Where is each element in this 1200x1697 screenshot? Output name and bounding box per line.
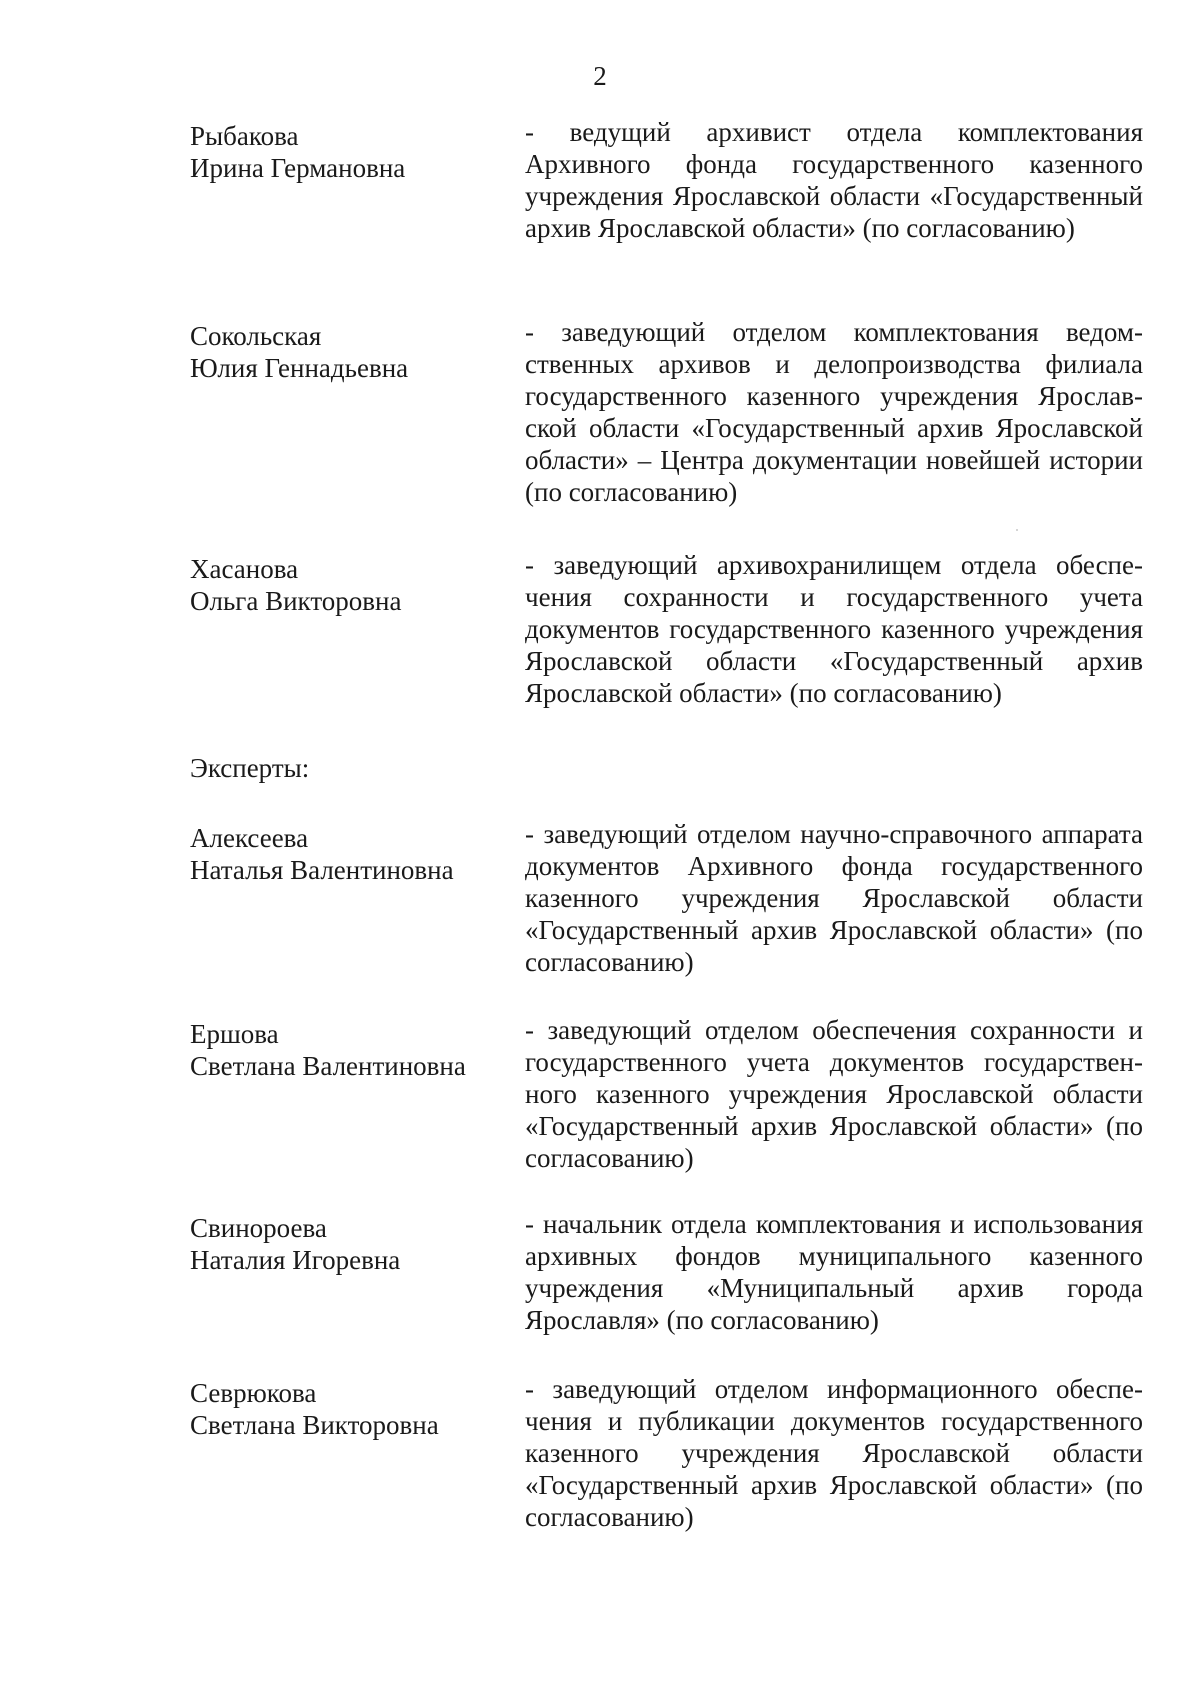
member-name bbox=[190, 320, 510, 384]
expert-name bbox=[190, 822, 510, 886]
member-role: - заведующий архивохранилищем отдела обеспечения сохранности и государственного учета документов государственного казенного учреждения Ярославской области «Государственный архив Ярославской области» (по согласованию) bbox=[525, 550, 1143, 708]
member-surname: Рыбакова bbox=[190, 121, 299, 151]
expert-role: - заведующий отделом обеспечения сохранности и государственного учета документов государственного казенного учреждения Ярославской области «Государственный архив Ярославской области» (по согласованию) bbox=[525, 1015, 1143, 1173]
expert-role: - начальник отдела комплектования и использования архивных фондов муниципального казенного учреждения «Муниципальный архив города Ярославля» (по согласованию) bbox=[525, 1209, 1143, 1335]
expert-role: - заведующий отделом информационного обеспечения и публикации документов государственного казенного учреждения Ярославской области «Государственный архив Ярославской области» (по согласованию) bbox=[525, 1374, 1143, 1532]
expert-given-names: Наталия Игоревна bbox=[190, 1245, 401, 1275]
expert-given-names: Наталья Валентиновна bbox=[190, 855, 454, 885]
member-surname: Хасанова bbox=[190, 554, 299, 584]
expert-name bbox=[190, 1212, 510, 1276]
page-number: 2 bbox=[593, 61, 607, 91]
member-surname: Сокольская bbox=[190, 321, 322, 351]
expert-role: - заведующий отделом научно-справочного аппарата документов Архивного фонда государственного казенного учреждения Ярославской области «Государственный архив Ярославской области» (по согласованию) bbox=[525, 819, 1143, 977]
expert-given-names: Светлана Валентиновна bbox=[190, 1051, 466, 1081]
member-role: - заведующий отделом комплектования ведомственных архивов и делопроизводства филиала государственного казенного учреждения Ярославской области «Государственный архив Ярославской области» – Центра документации новейшей истории (по согласованию) bbox=[525, 317, 1143, 507]
member-given-names: Ирина Германовна bbox=[190, 153, 406, 183]
member-given-names: Ольга Викторовна bbox=[190, 586, 402, 616]
expert-surname: Свинороева bbox=[190, 1213, 327, 1243]
expert-name bbox=[190, 1018, 510, 1082]
expert-given-names: Светлана Викторовна bbox=[190, 1410, 439, 1440]
member-role: - ведущий архивист отдела комплектования Архивного фонда государственного казенного учреждения Ярославской области «Государственный архив Ярославской области» (по согласованию) bbox=[525, 117, 1143, 243]
member-name bbox=[190, 120, 510, 184]
member-given-names: Юлия Геннадьевна bbox=[190, 353, 409, 383]
expert-surname: Ершова bbox=[190, 1019, 279, 1049]
member-name bbox=[190, 553, 510, 617]
expert-surname: Алексеева bbox=[190, 823, 309, 853]
expert-surname: Севрюкова bbox=[190, 1378, 317, 1408]
expert-name bbox=[190, 1377, 510, 1441]
experts-heading: Эксперты: bbox=[190, 753, 310, 783]
scan-speck bbox=[1016, 529, 1018, 531]
